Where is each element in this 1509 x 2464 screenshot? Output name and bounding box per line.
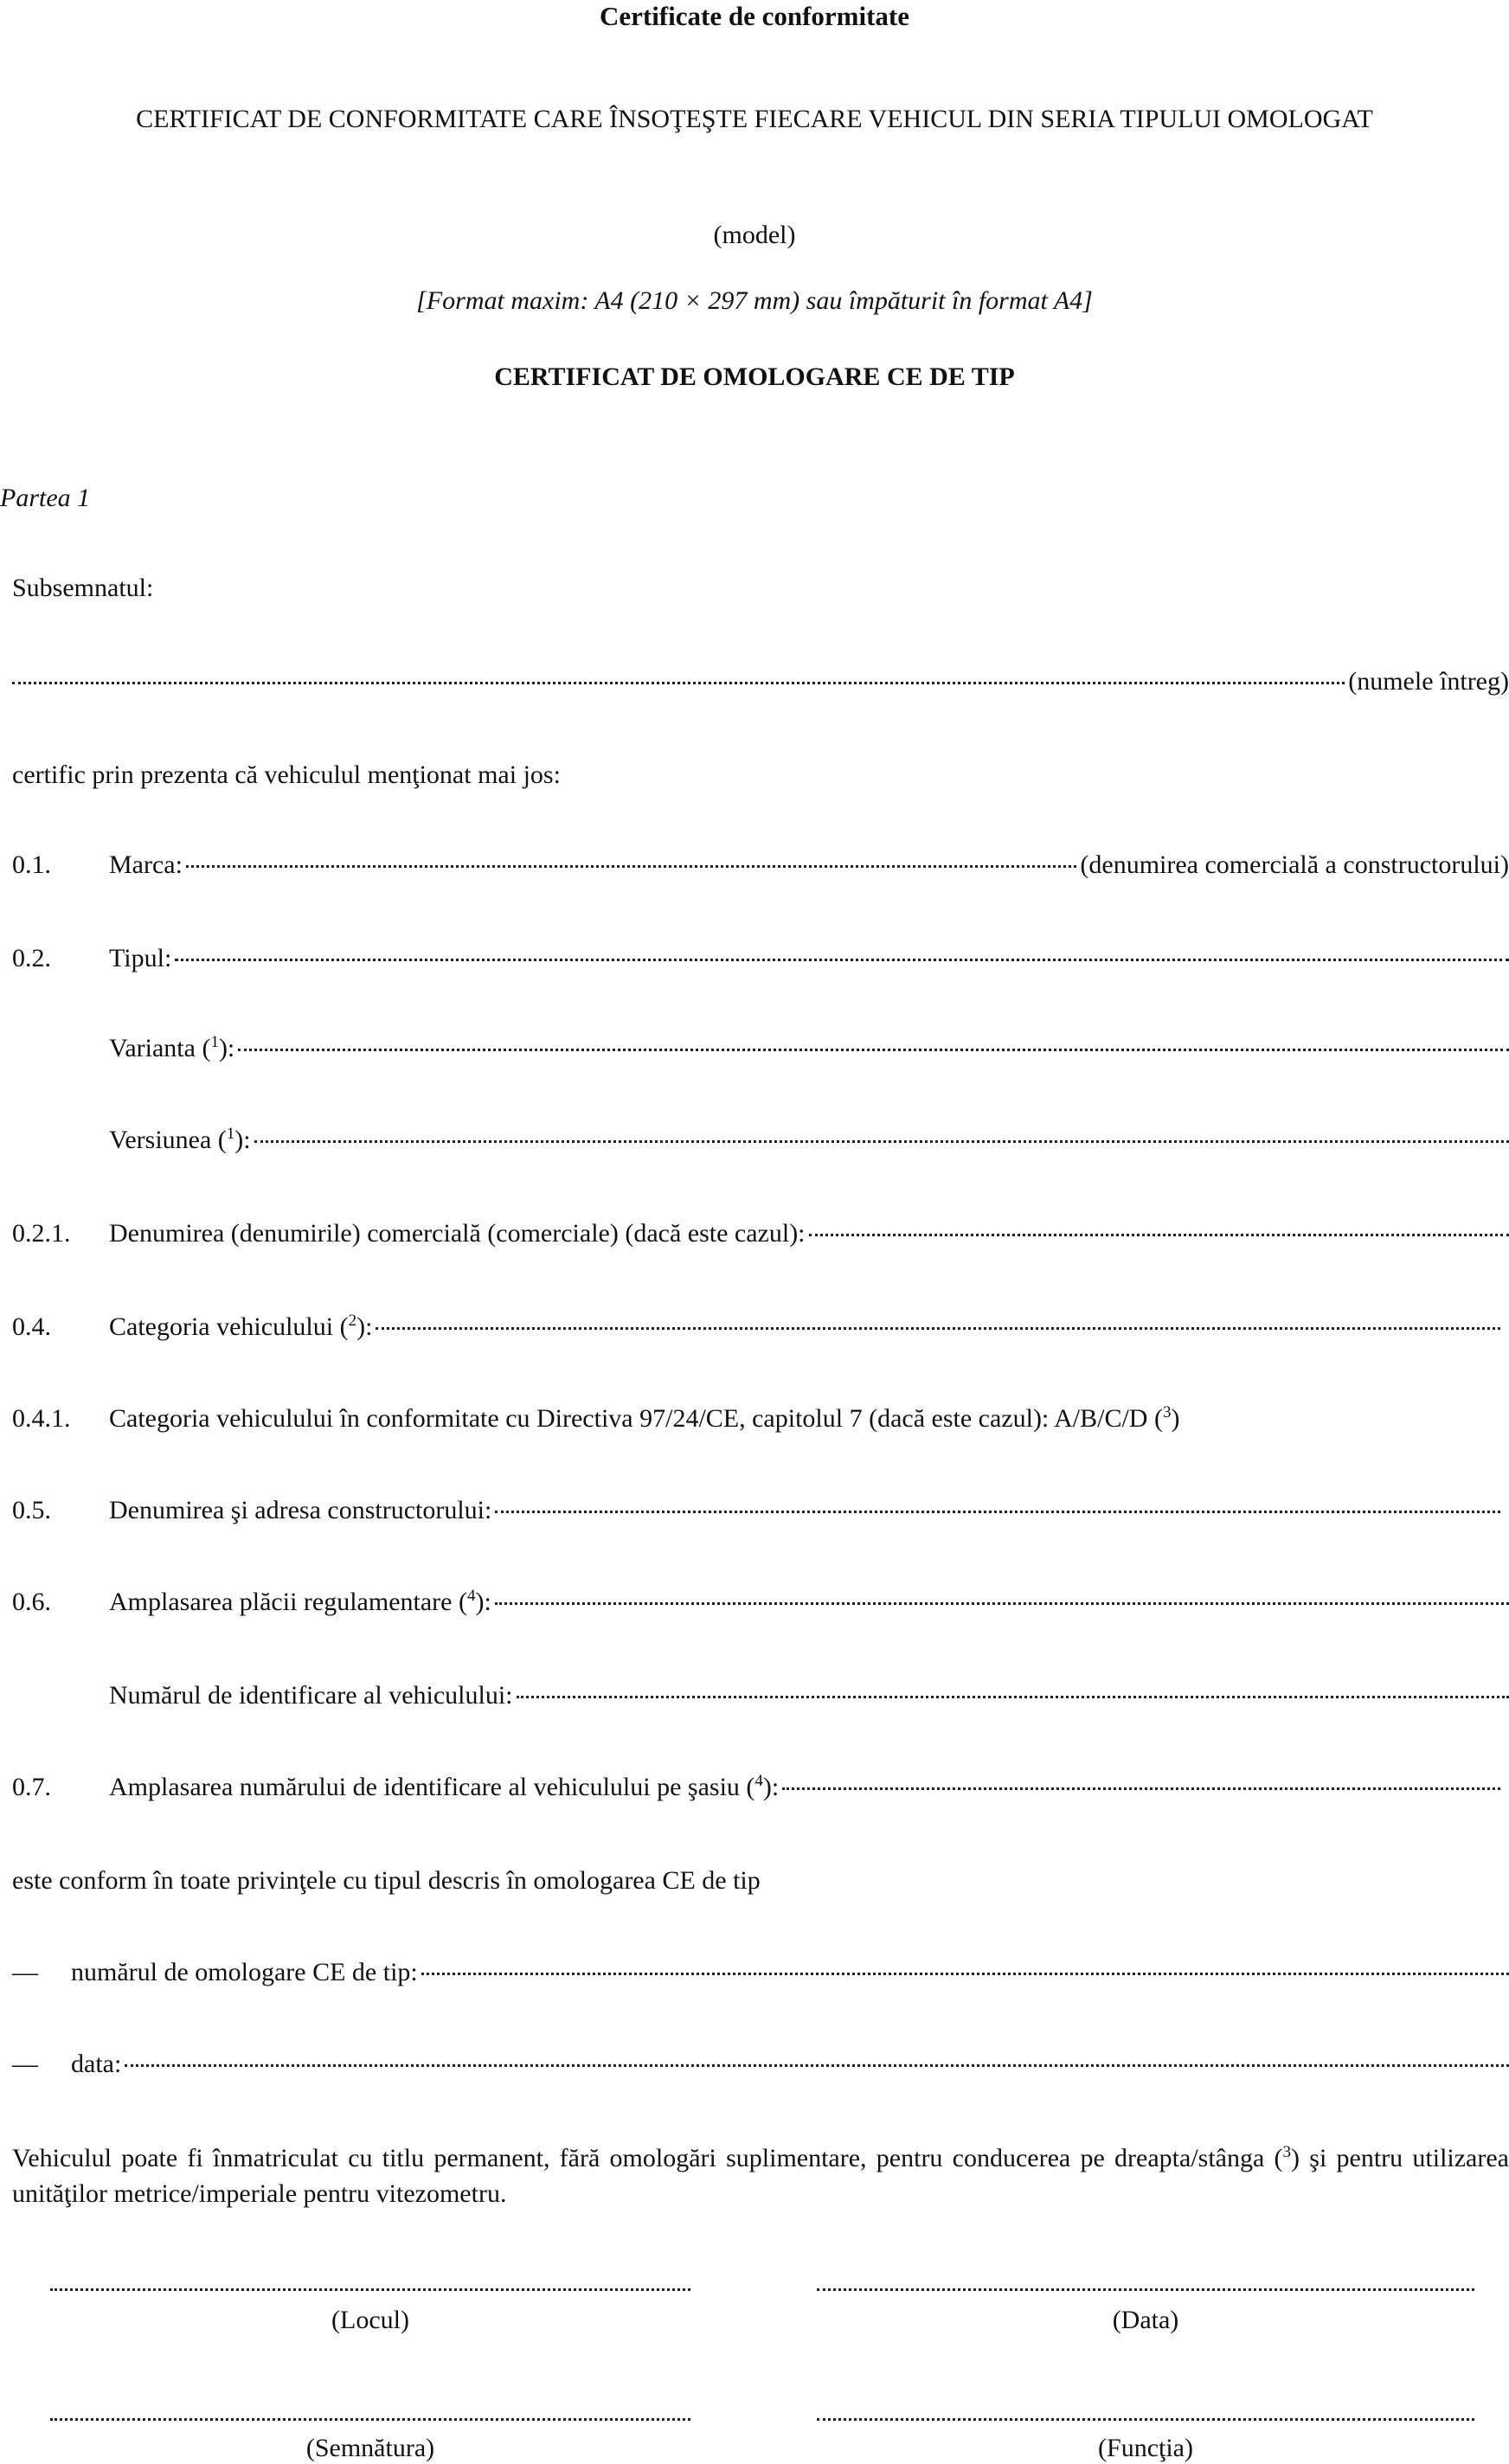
signature-label: (Semnătura) bbox=[50, 2433, 690, 2464]
field-label: Amplasarea plăcii regulamentare ($^4$): bbox=[109, 1587, 491, 1618]
field-row-commercial-name bbox=[109, 1218, 1509, 1249]
date-field[interactable] bbox=[817, 2288, 1474, 2291]
full-name-row bbox=[12, 666, 1509, 697]
field-suffix: (denumirea comercială a constructorului) bbox=[1080, 850, 1509, 881]
field-label: Versiunea ($^1$): bbox=[109, 1125, 251, 1156]
place-label: (Locul) bbox=[50, 2305, 690, 2336]
date-label: (Data) bbox=[817, 2305, 1474, 2336]
part-label: Partea 1 bbox=[0, 483, 90, 514]
field-number: 0.2.1. bbox=[12, 1218, 71, 1249]
model-label: (model) bbox=[0, 220, 1509, 251]
manufacturer-field[interactable] bbox=[495, 1511, 1500, 1513]
dash-bullet: — bbox=[12, 2049, 38, 2080]
commercial-name-field[interactable] bbox=[809, 1234, 1509, 1236]
certificate-subtitle: CERTIFICAT DE CONFORMITATE CARE ÎNSOŢEŞTE FIECARE VEHICUL DIN SERIA TIPULUI OMOLOGAT bbox=[0, 104, 1509, 135]
field-number: 0.4. bbox=[12, 1312, 51, 1343]
category-field[interactable] bbox=[376, 1327, 1500, 1330]
field-row-approval-number bbox=[71, 1957, 1509, 1988]
certificate-title: CERTIFICAT DE OMOLOGARE CE DE TIP bbox=[0, 362, 1509, 393]
varianta-field[interactable] bbox=[238, 1049, 1509, 1051]
marca-field[interactable] bbox=[186, 865, 1076, 868]
field-row-category bbox=[109, 1312, 1500, 1343]
field-label: Tipul: bbox=[109, 943, 171, 974]
certify-text: certific prin prezenta că vehiculul menţionat mai jos: bbox=[12, 760, 561, 791]
field-number: 0.6. bbox=[12, 1587, 51, 1618]
function-label: (Funcţia) bbox=[817, 2433, 1474, 2464]
full-name-hint: (numele întreg) bbox=[1348, 666, 1509, 697]
field-row-tipul bbox=[109, 943, 1509, 974]
field-category-directive: Categoria vehiculului în conformitate cu Directiva 97/24/CE, capitolul 7 (dacă este cazul): A/B/C/D ($^3$) bbox=[109, 1403, 1179, 1434]
field-number: 0.2. bbox=[12, 943, 51, 974]
field-row-vin-location bbox=[109, 1772, 1500, 1803]
approval-date-field[interactable] bbox=[125, 2064, 1509, 2067]
undersigned-label: Subsemnatul: bbox=[12, 573, 153, 604]
vin-field[interactable] bbox=[517, 1696, 1509, 1698]
field-label: Denumirea (denumirile) comercială (comerciale) (dacă este cazul): bbox=[109, 1218, 806, 1249]
field-number: 0.5. bbox=[12, 1495, 51, 1526]
field-row-marca bbox=[109, 850, 1509, 881]
field-number: 0.1. bbox=[12, 850, 51, 881]
field-label: Amplasarea numărului de identificare al vehiculului pe şasiu ($^4$): bbox=[109, 1772, 779, 1803]
place-field[interactable] bbox=[50, 2288, 690, 2291]
vin-location-field[interactable] bbox=[782, 1787, 1500, 1790]
field-label: Denumirea şi adresa constructorului: bbox=[109, 1495, 491, 1526]
field-row-versiunea bbox=[109, 1125, 1509, 1156]
field-number: 0.7. bbox=[12, 1772, 51, 1803]
field-label: numărul de omologare CE de tip: bbox=[71, 1957, 418, 1988]
field-label: Numărul de identificare al vehiculului: bbox=[109, 1680, 513, 1711]
field-number: 0.4.1. bbox=[12, 1403, 71, 1434]
registration-paragraph: Vehiculul poate fi înmatriculat cu titlu permanent, fără omologări suplimentare, pentru conducerea pe dreapta/stânga ($^3$) şi pentru utilizarea unităţilor metrice/imperiale pentru vitezometru. bbox=[12, 2140, 1509, 2211]
signature-field[interactable] bbox=[50, 2418, 690, 2421]
field-row-date bbox=[71, 2049, 1509, 2080]
page-title: Certificate de conformitate bbox=[0, 0, 1509, 32]
plate-location-field[interactable] bbox=[495, 1602, 1509, 1605]
versiunea-field[interactable] bbox=[254, 1140, 1509, 1143]
function-field[interactable] bbox=[817, 2418, 1474, 2421]
conformity-statement: este conform în toate privinţele cu tipul descris în omologarea CE de tip bbox=[12, 1865, 761, 1896]
approval-number-field[interactable] bbox=[421, 1973, 1509, 1975]
field-row-varianta bbox=[109, 1033, 1509, 1064]
field-label: data: bbox=[71, 2049, 121, 2080]
field-label: Categoria vehiculului ($^2$): bbox=[109, 1312, 372, 1343]
dash-bullet: — bbox=[12, 1957, 38, 1988]
field-row-plate-location bbox=[109, 1587, 1509, 1618]
field-row-vin bbox=[109, 1680, 1509, 1711]
tipul-field[interactable] bbox=[175, 959, 1509, 961]
full-name-field[interactable] bbox=[12, 682, 1345, 684]
field-label: Marca: bbox=[109, 850, 183, 881]
field-label: Varianta ($^1$): bbox=[109, 1033, 234, 1064]
format-note: [Format maxim: A4 (210 × 297 mm) sau împăturit în format A4] bbox=[0, 286, 1509, 317]
field-row-manufacturer bbox=[109, 1495, 1500, 1526]
